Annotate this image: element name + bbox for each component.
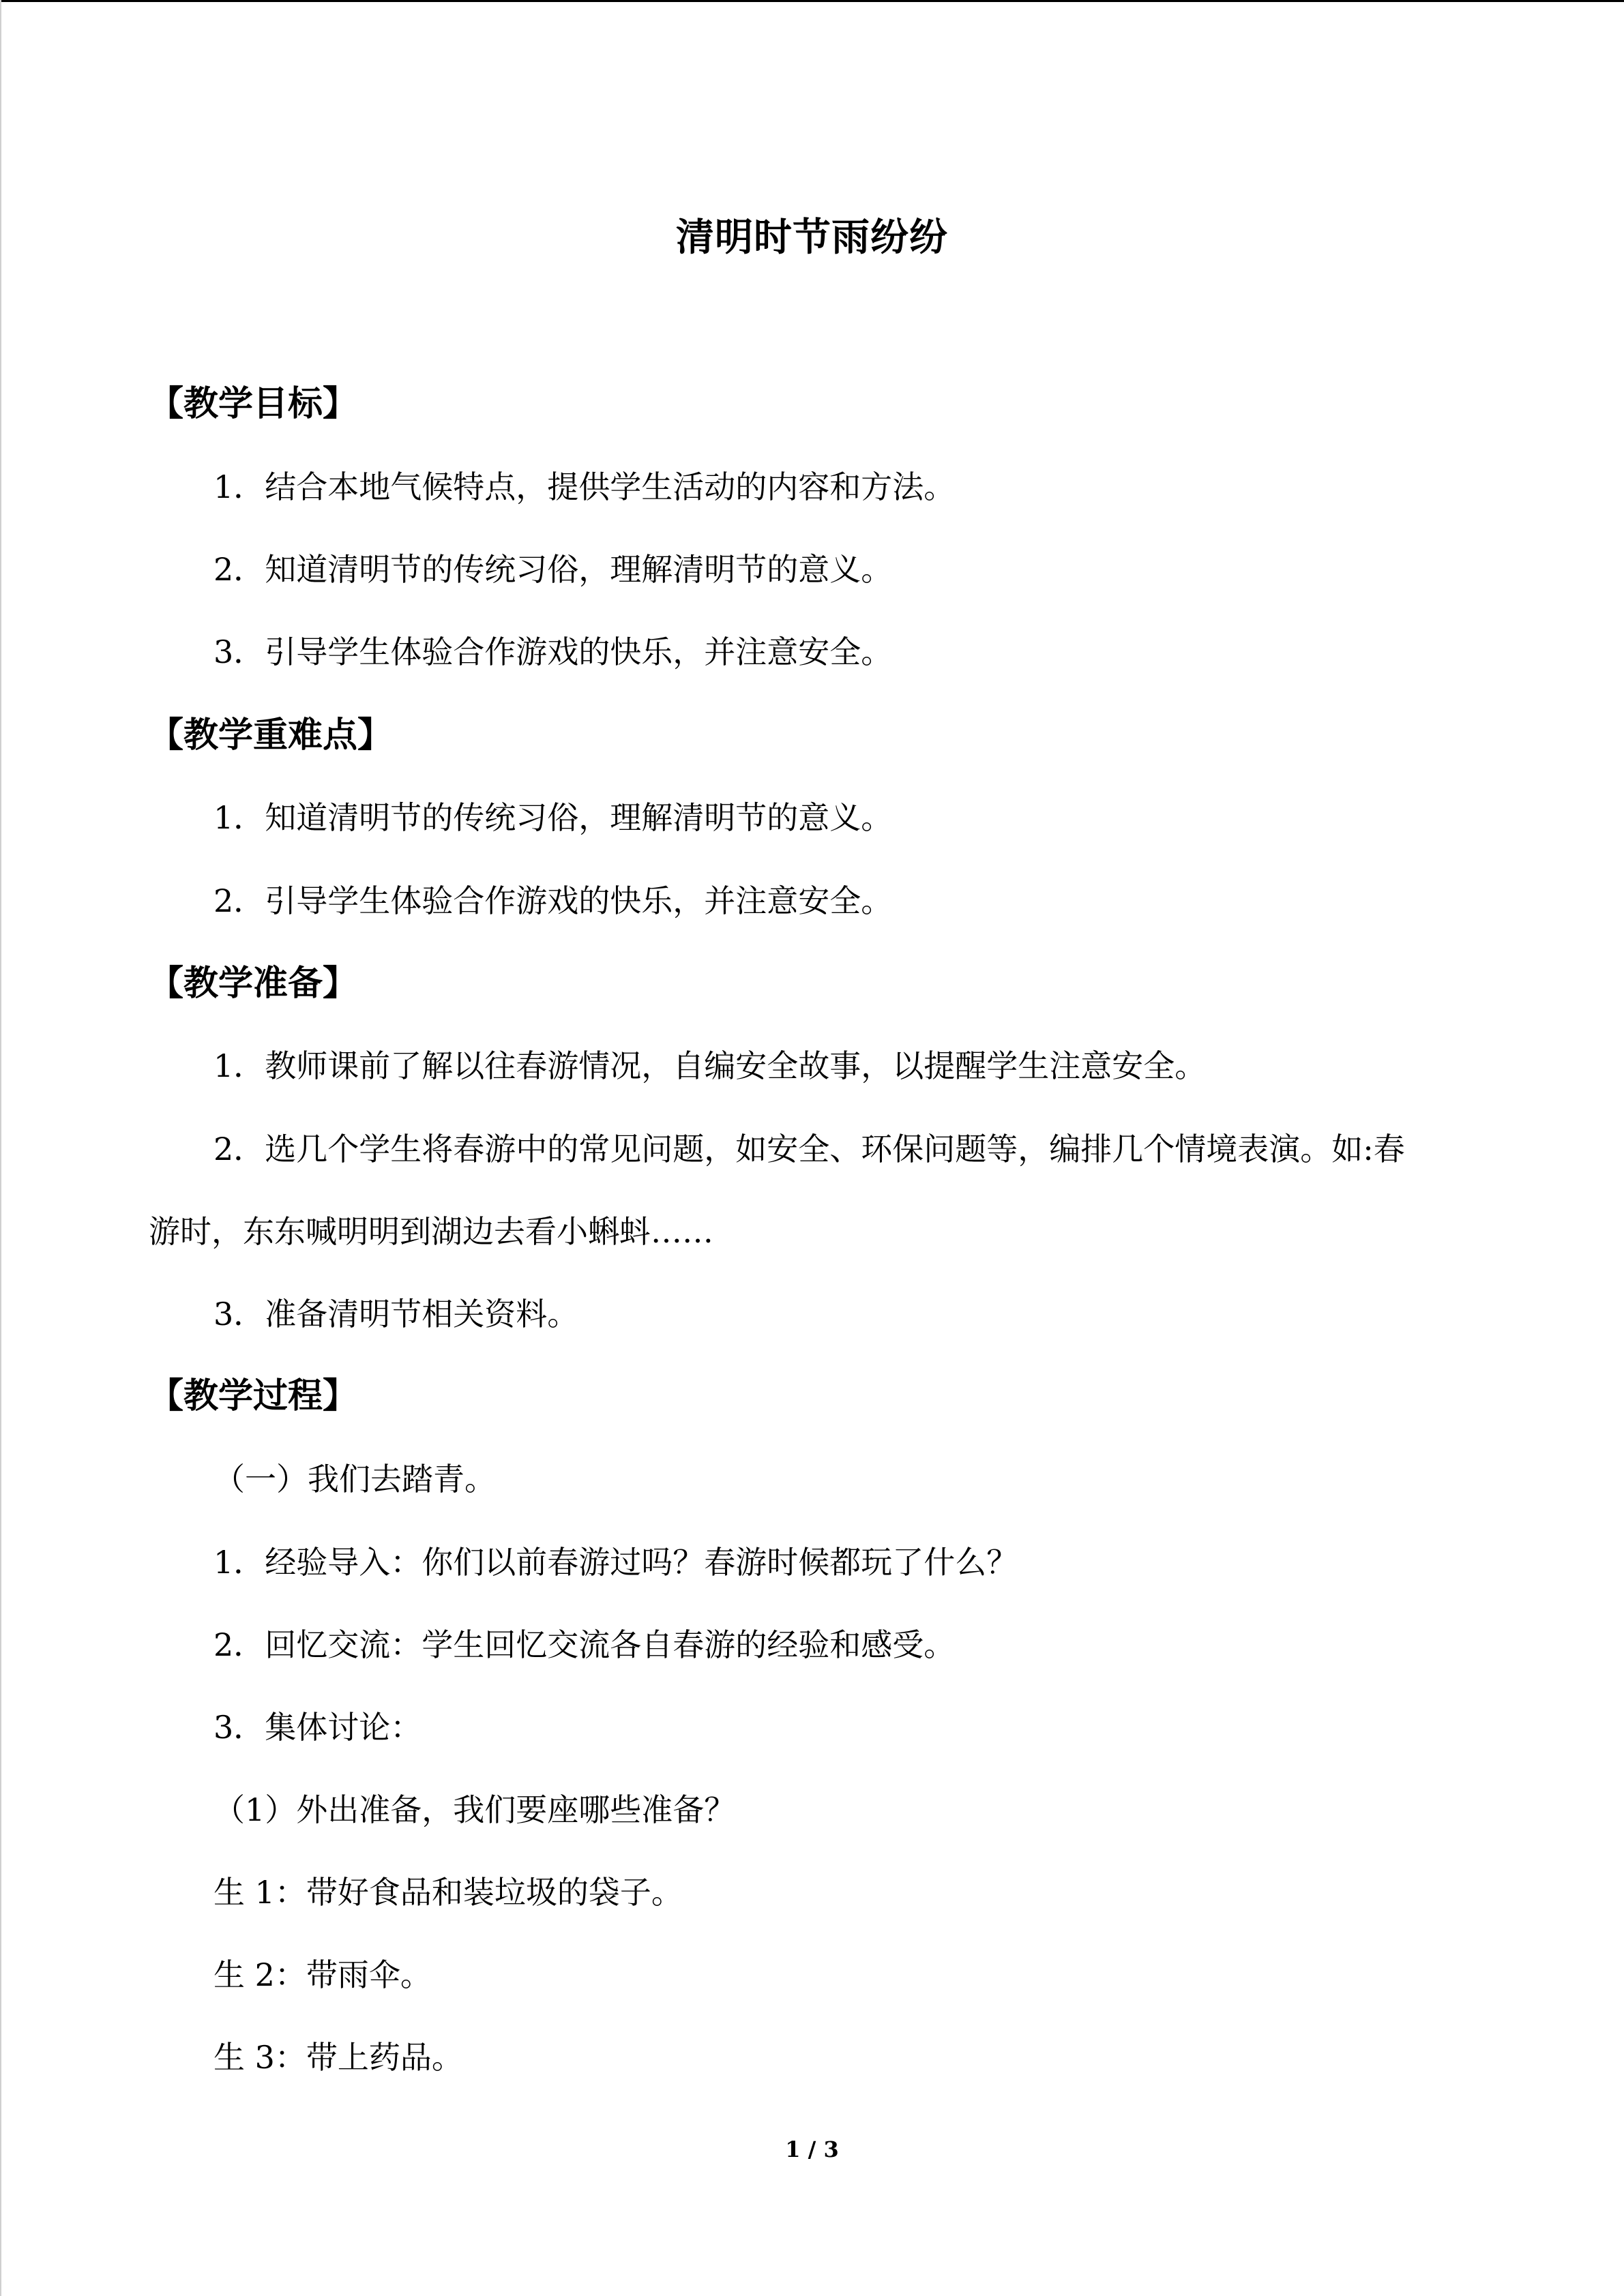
section-heading-key-points: 【教学重难点】 bbox=[149, 715, 393, 756]
process-subheading-1: （一）我们去踏青。 bbox=[213, 1461, 496, 1497]
page-number: 1 / 3 bbox=[785, 2136, 839, 2162]
preparation-item-1: 1．教师课前了解以往春游情况，自编安全故事，以提醒学生注意安全。 bbox=[213, 1047, 1207, 1084]
page-left-edge bbox=[0, 0, 1, 2296]
student-answer-3: 生 3：带上药品。 bbox=[213, 2039, 463, 2076]
section-heading-preparation: 【教学准备】 bbox=[149, 963, 358, 1004]
page-top-border bbox=[0, 0, 1624, 2]
section-heading-process: 【教学过程】 bbox=[149, 1375, 358, 1416]
process-item-3: 3．集体讨论： bbox=[213, 1709, 422, 1746]
process-item-1: 1．经验导入：你们以前春游过吗？春游时候都玩了什么？ bbox=[213, 1544, 1018, 1581]
student-answer-1: 生 1：带好食品和装垃圾的袋子。 bbox=[213, 1874, 683, 1911]
process-item-2: 2．回忆交流：学生回忆交流各自春游的经验和感受。 bbox=[213, 1626, 956, 1663]
key-point-item-2: 2．引导学生体验合作游戏的快乐，并注意安全。 bbox=[213, 882, 893, 919]
section-heading-objectives: 【教学目标】 bbox=[149, 383, 358, 424]
student-answer-2: 生 2：带雨伞。 bbox=[213, 1956, 432, 1993]
preparation-item-2: 2．选几个学生将春游中的常见问题，如安全、环保问题等，编排几个情境表演。如:春 bbox=[213, 1131, 1405, 1167]
objective-item-1: 1．结合本地气候特点，提供学生活动的内容和方法。 bbox=[213, 468, 956, 505]
objective-item-3: 3．引导学生体验合作游戏的快乐，并注意安全。 bbox=[213, 633, 893, 670]
preparation-item-2-continued: 游时，东东喊明明到湖边去看小蝌蚪…… bbox=[149, 1213, 713, 1250]
document-title: 清明时节雨纷纷 bbox=[676, 215, 948, 260]
preparation-item-3: 3．准备清明节相关资料。 bbox=[213, 1296, 579, 1332]
key-point-item-1: 1．知道清明节的传统习俗，理解清明节的意义。 bbox=[213, 799, 893, 836]
process-question-1: （1）外出准备，我们要座哪些准备？ bbox=[213, 1791, 736, 1828]
objective-item-2: 2．知道清明节的传统习俗，理解清明节的意义。 bbox=[213, 551, 893, 588]
